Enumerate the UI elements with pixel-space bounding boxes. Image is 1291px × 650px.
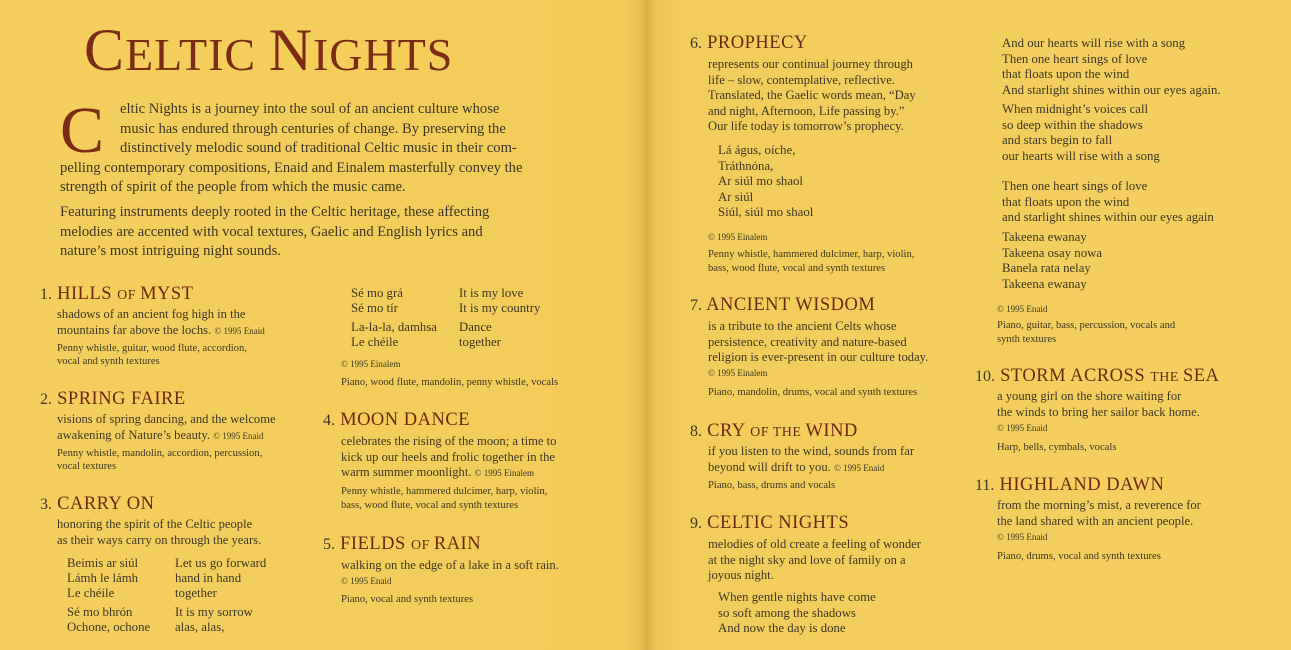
track-description: honoring the spirit of the Celtic people: [57, 517, 253, 531]
copyright: © 1995 Enaid: [341, 576, 392, 586]
lyric-line: Ochone, ochone: [67, 620, 151, 634]
track-heading: 5. FIELDS OF RAIN: [323, 534, 482, 554]
track-instruments: Piano, guitar, bass, percussion, vocals and: [997, 320, 1176, 331]
lyric-line: alas, alas,: [175, 620, 225, 634]
lyric-line: Dance: [459, 320, 492, 334]
track-description: Our life today is tomorrow’s prophecy.: [708, 119, 904, 133]
lyric-line: When midnight’s voices call: [1002, 102, 1149, 116]
track-description: Translated, the Gaelic words mean, “Day: [708, 88, 916, 102]
lyric-line: And now the day is done: [718, 621, 846, 635]
track-instruments: bass, wood flute, vocal and synth textures: [708, 263, 886, 274]
track-description: awakening of Nature’s beauty. © 1995 Enaid: [57, 427, 264, 442]
lyric-line: It is my country: [459, 301, 541, 315]
lyric-line: together: [175, 586, 217, 600]
intro-line: music has endured through centuries of change. By preserving the: [120, 120, 506, 137]
lyric-line: Takeena ewanay: [1002, 230, 1087, 244]
track-heading: 11. HIGHLAND DAWN: [975, 475, 1165, 495]
lyric-line: and stars begin to fall: [1002, 133, 1113, 147]
lyric-line: our hearts will rise with a song: [1002, 148, 1160, 163]
track-description: warm summer moonlight. © 1995 Einalem: [341, 465, 534, 479]
lyric-line: Lámh le lámh: [67, 571, 139, 585]
lyric-line: Sé mo grá: [351, 286, 403, 300]
lyric-line: Then one heart sings of love: [1002, 179, 1148, 193]
intro-line: pelling contemporary compositions, Enaid and Einalem masterfully convey the: [60, 159, 523, 176]
lyric-line: La-la-la, damhsa: [351, 320, 437, 334]
track-description: as their ways carry on through the years.: [57, 532, 262, 547]
track-heading: 6. PROPHECY: [690, 33, 808, 53]
lyric-line: It is my sorrow: [175, 605, 253, 619]
track-instruments: bass, wood flute, vocal and synth textures: [341, 500, 519, 511]
lyric-line: Siúl, siúl mo shaol: [718, 205, 814, 219]
track-description: a young girl on the shore waiting for: [997, 389, 1182, 403]
track-description: the land shared with an ancient people.: [997, 513, 1194, 528]
lyric-line: so soft among the shadows: [718, 605, 856, 620]
lyric-line: Le chéile: [351, 335, 399, 349]
track-description: visions of spring dancing, and the welcome: [57, 412, 276, 426]
track-instruments: vocal and synth textures: [57, 356, 160, 367]
lyric-line: that floats upon the wind: [1002, 194, 1130, 209]
track-description: shadows of an ancient fog high in the: [57, 307, 246, 321]
copyright: © 1995 Enaid: [997, 423, 1048, 433]
intro-line: distinctively melodic sound of traditional Celtic music in their com-: [120, 140, 517, 156]
track-instruments: Piano, wood flute, mandolin, penny whistle, vocals: [341, 377, 559, 388]
copyright: © 1995 Einalem: [708, 368, 768, 378]
track-description: and night, Afternoon, Life passing by.”: [708, 103, 905, 118]
lyric-line: Beimis ar siúl: [67, 556, 139, 570]
track-heading: 3. CARRY ON: [40, 494, 155, 514]
track-instruments: Piano, bass, drums and vocals: [708, 480, 836, 491]
lyric-line: Ar siúl mo shaol: [718, 174, 803, 188]
lyric-line: Tráthnóna,: [718, 158, 774, 173]
track-instruments: Penny whistle, hammered dulcimer, harp, violin,: [708, 249, 915, 260]
track-instruments: Penny whistle, guitar, wood flute, accordion,: [57, 343, 247, 354]
lyric-line: Takeena ewanay: [1002, 276, 1087, 291]
track-description: persistence, creativity and nature-based: [708, 334, 907, 349]
lyric-line: Then one heart sings of love: [1002, 51, 1148, 66]
lyric-line: It is my love: [459, 286, 524, 300]
track-heading: 7. ANCIENT WISDOM: [690, 295, 876, 315]
page-title: CELTIC NIGHTS: [84, 17, 454, 83]
lyric-line: hand in hand: [175, 571, 242, 585]
lyric-line: Sé mo tír: [351, 301, 398, 315]
track-description: life – slow, contemplative, reflective.: [708, 72, 895, 87]
lyric-line: And starlight shines within our eyes again.: [1002, 82, 1221, 97]
lyric-line: together: [459, 335, 501, 349]
track-instruments: Harp, bells, cymbals, vocals: [997, 442, 1117, 453]
intro-line: strength of spirit of the people from which the music came.: [60, 179, 406, 195]
lyric-line: Ar siúl: [718, 189, 754, 204]
lyric-line: Le chéile: [67, 586, 115, 600]
track-instruments: Piano, mandolin, drums, vocal and synth textures: [708, 387, 918, 398]
copyright: © 1995 Einalem: [341, 359, 401, 369]
track-description: from the morning’s mist, a reverence for: [997, 498, 1201, 512]
lyric-line: When gentle nights have come: [718, 590, 876, 604]
lyric-line: Let us go forward: [175, 556, 267, 570]
track-heading: 4. MOON DANCE: [323, 410, 470, 430]
lyric-line: Banela rata nelay: [1002, 261, 1091, 275]
intro-line: Featuring instruments deeply rooted in the Celtic heritage, these affecting: [60, 204, 490, 220]
intro-line: melodies are accented with vocal textures, Gaelic and English lyrics and: [60, 223, 483, 240]
lyric-line: so deep within the shadows: [1002, 117, 1143, 132]
track-description: if you listen to the wind, sounds from far: [708, 444, 915, 458]
track-heading: 8. CRY OF THE WIND: [690, 421, 858, 441]
drop-cap: C: [60, 94, 105, 167]
copyright: © 1995 Enaid: [997, 532, 1048, 542]
track-description: represents our continual journey through: [708, 57, 913, 71]
copyright: © 1995 Einalem: [708, 232, 768, 242]
track-description: joyous night.: [708, 568, 774, 582]
track-description: is a tribute to the ancient Celts whose: [708, 319, 897, 333]
intro-line: eltic Nights is a journey into the soul of an ancient culture whose: [120, 101, 500, 117]
track-instruments: Penny whistle, hammered dulcimer, harp, violin,: [341, 486, 548, 497]
lyric-line: Sé mo bhrón: [67, 605, 133, 619]
track-description: religion is ever-present in our culture today.: [708, 350, 929, 364]
lyric-line: Lá águs, oíche,: [718, 143, 796, 157]
track-description: walking on the edge of a lake in a soft rain.: [341, 558, 559, 572]
track-heading: 2. SPRING FAIRE: [40, 389, 186, 409]
track-description: mountains far above the lochs. © 1995 Enaid: [57, 322, 265, 337]
lyric-line: and starlight shines within our eyes again: [1002, 210, 1214, 224]
lyric-line: that floats upon the wind: [1002, 67, 1130, 81]
track-heading: 1. HILLS OF MYST: [40, 284, 194, 304]
track-instruments: Piano, vocal and synth textures: [341, 594, 474, 605]
track-instruments: Penny whistle, mandolin, accordion, percussion,: [57, 448, 263, 459]
track-description: kick up our heels and frolic together in the: [341, 449, 556, 464]
track-description: melodies of old create a feeling of wonder: [708, 537, 921, 551]
track-description: beyond will drift to you. © 1995 Enaid: [708, 459, 885, 474]
lyric-line: And our hearts will rise with a song: [1002, 36, 1186, 50]
track-instruments: Piano, drums, vocal and synth textures: [997, 551, 1161, 562]
track-instruments: vocal textures: [57, 461, 117, 472]
intro-line: nature’s most intriguing night sounds.: [60, 243, 281, 259]
lyric-line: Takeena osay nowa: [1002, 245, 1103, 260]
track-heading: 9. CELTIC NIGHTS: [690, 513, 850, 533]
track-heading: 10. STORM ACROSS THE SEA: [975, 366, 1220, 386]
track-description: celebrates the rising of the moon; a time to: [341, 434, 557, 448]
track-description: the winds to bring her sailor back home.: [997, 404, 1200, 419]
track-description: at the night sky and love of family on a: [708, 552, 906, 567]
track-instruments: synth textures: [997, 334, 1057, 345]
copyright: © 1995 Enaid: [997, 304, 1048, 314]
